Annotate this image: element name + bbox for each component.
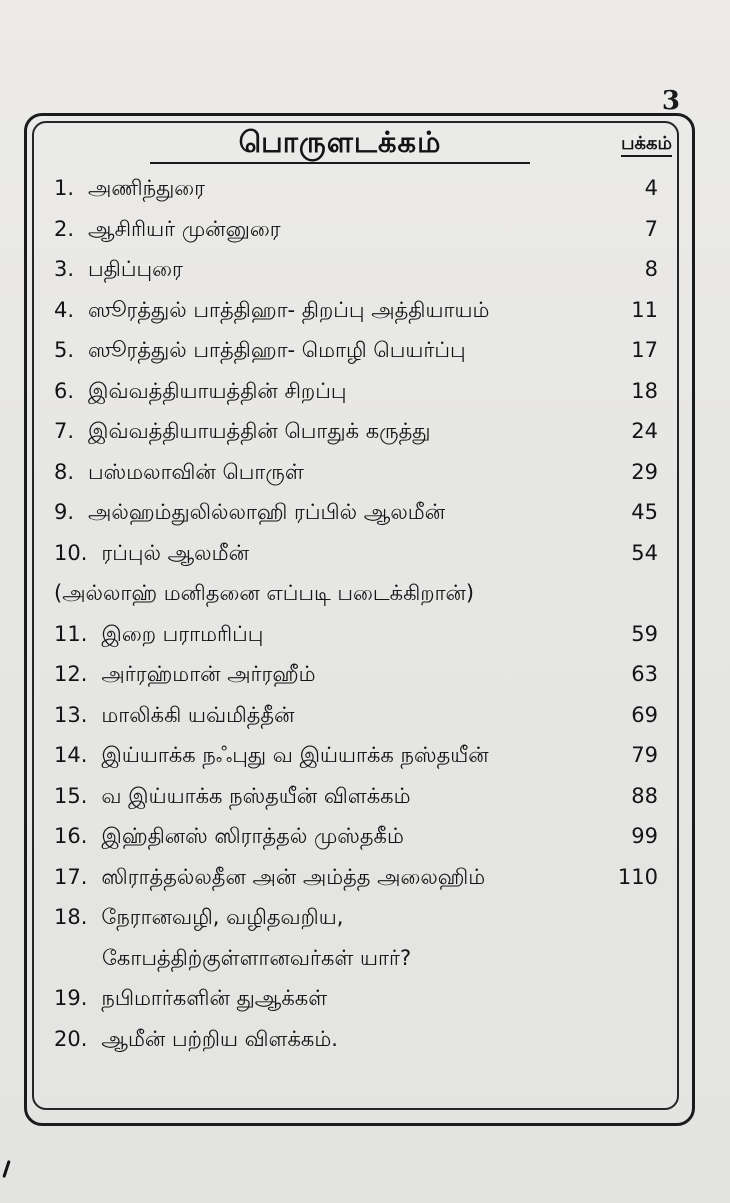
toc-entry-text: கோபத்திற்குள்ளானவர்கள் யார்?: [102, 945, 412, 970]
toc-entry-page: 59: [631, 621, 658, 646]
toc-entry: [54, 816, 674, 857]
toc-entry-page: 99: [631, 824, 658, 848]
toc-entry-page: 88: [631, 783, 658, 808]
toc-entry-page: 8: [644, 257, 658, 281]
toc-entry-number: 11.: [54, 621, 88, 646]
toc-entry: [54, 978, 674, 1019]
toc-entry-text: ஸூரத்துல் பாத்திஹா- திறப்பு அத்தியாயம்: [88, 297, 490, 322]
toc-entry-page: 69: [631, 702, 658, 727]
ink-mark: [2, 1160, 10, 1178]
toc-entry: [54, 249, 674, 290]
toc-entry: [54, 411, 674, 452]
toc-entry-text: ஆமீன் பற்றிய விளக்கம்.: [101, 1026, 338, 1051]
toc-list: [54, 168, 674, 1059]
toc-entry-number: 16.: [54, 824, 88, 848]
toc-entry-number: 2.: [54, 216, 75, 241]
toc-entry: [54, 897, 674, 938]
toc-entry: [54, 209, 674, 250]
toc-entry-text: பதிப்புரை: [88, 257, 183, 281]
toc-entry-text: வ இய்யாக்க நஸ்தயீன் விளக்கம்: [101, 783, 411, 808]
toc-entry-page: 79: [631, 743, 658, 767]
toc-entry-text: நபிமார்களின் துஆக்கள்: [101, 986, 328, 1010]
toc-entry-number: 17.: [54, 864, 88, 889]
toc-entry-text: அணிந்துரை: [88, 176, 206, 200]
toc-entry-text: இஹ்தினஸ் ஸிராத்தல் முஸ்தகீம்: [101, 824, 404, 848]
toc-entry-text: (அல்லாஹ் மனிதனை எப்படி படைக்கிறான்): [54, 581, 475, 605]
page-number: 3: [661, 86, 680, 116]
toc-entry-number: 10.: [54, 540, 88, 565]
toc-entry-number: 5.: [54, 338, 75, 362]
toc-entry-text: இறை பராமரிப்பு: [101, 621, 264, 646]
toc-entry: [54, 695, 674, 736]
toc-entry-page: 7: [644, 216, 658, 241]
toc-entry-number: 12.: [54, 662, 88, 686]
toc-entry-number: 4.: [54, 297, 75, 322]
toc-entry-number: 13.: [54, 702, 88, 727]
toc-title: பொருளடக்கம்: [150, 124, 530, 164]
toc-entry-number: 14.: [54, 743, 88, 767]
toc-entry-page: 45: [631, 500, 658, 524]
toc-entry-page: 11: [631, 297, 658, 322]
toc-entry-number: 6.: [54, 378, 75, 403]
toc-entry-page: 63: [631, 662, 658, 686]
toc-entry-number: 15.: [54, 783, 88, 808]
toc-entry-text: இய்யாக்க நஃபுது வ இய்யாக்க நஸ்தயீன்: [101, 743, 489, 767]
toc-entry: [54, 614, 674, 655]
toc-entry: [54, 492, 674, 533]
toc-entry-text: அர்ரஹ்மான் அர்ரஹீம்: [101, 662, 316, 686]
toc-entry-page: 24: [631, 419, 658, 443]
toc-entry-page: 54: [631, 540, 658, 565]
toc-entry-text: பஸ்மலாவின் பொருள்: [88, 459, 304, 484]
toc-entry-number: 7.: [54, 419, 75, 443]
toc-entry-number: 20.: [54, 1026, 88, 1051]
toc-entry-number: 9.: [54, 500, 75, 524]
toc-entry: [54, 654, 674, 695]
toc-entry-page: 4: [644, 176, 658, 200]
toc-entry-page: 18: [631, 378, 658, 403]
toc-entry-number: 8.: [54, 459, 75, 484]
toc-entry: [54, 776, 674, 817]
toc-entry-page: 17: [631, 338, 658, 362]
toc-entry-text: ஆசிரியர் முன்னுரை: [88, 216, 281, 241]
toc-entry: [54, 533, 674, 574]
toc-entry: [54, 452, 674, 493]
toc-entry: [54, 290, 674, 331]
toc-entry-number: 19.: [54, 986, 88, 1010]
toc-entry-text: ஸூரத்துல் பாத்திஹா- மொழி பெயர்ப்பு: [88, 338, 466, 362]
toc-entry: [54, 857, 674, 898]
toc-entry-text: ஸிராத்தல்லதீன அன் அம்த்த அலைஹிம்: [101, 864, 486, 889]
toc-entry-number: 3.: [54, 257, 75, 281]
toc-entry: [54, 735, 674, 776]
toc-entry-continuation: [54, 938, 674, 979]
toc-entry-text: இவ்வத்தியாயத்தின் சிறப்பு: [88, 378, 347, 403]
toc-entry-text: மாலிக்கி யவ்மித்தீன்: [101, 702, 295, 727]
toc-entry: [54, 1019, 674, 1060]
toc-entry-text: இவ்வத்தியாயத்தின் பொதுக் கருத்து: [88, 419, 431, 443]
toc-entry: [54, 330, 674, 371]
toc-entry-page: 29: [631, 459, 658, 484]
toc-entry-text: ரப்புல் ஆலமீன்: [101, 540, 249, 565]
toc-entry-page: 110: [617, 864, 658, 889]
toc-entry-subtitle: [54, 573, 674, 614]
page-column-header: பக்கம்: [621, 133, 672, 157]
toc-entry-number: 18.: [54, 905, 88, 929]
toc-entry-number: 1.: [54, 176, 75, 200]
toc-entry-text: அல்ஹம்துலில்லாஹி ரப்பில் ஆலமீன்: [88, 500, 446, 524]
toc-entry: [54, 371, 674, 412]
toc-entry-text: நேரானவழி, வழிதவறிய,: [101, 905, 344, 929]
toc-entry: [54, 168, 674, 209]
